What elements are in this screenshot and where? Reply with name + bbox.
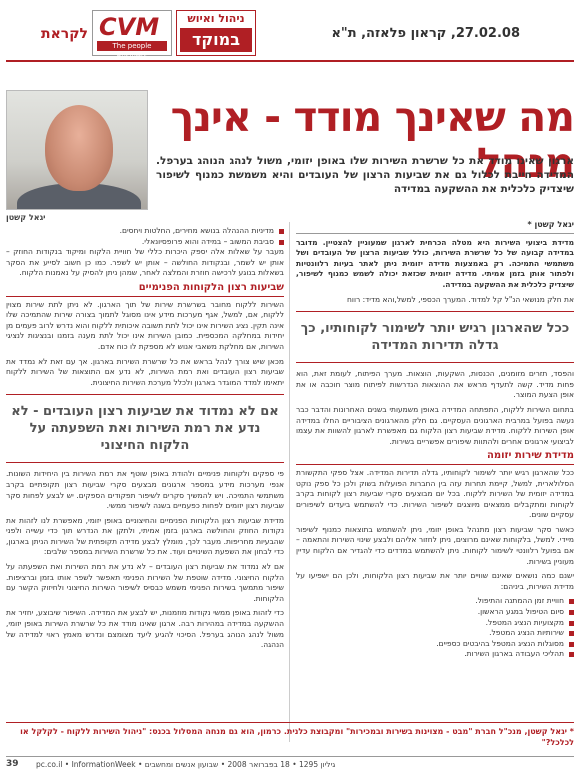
page-footer [6, 756, 574, 770]
paragraph: כאשר סקר שביעות רצון מתנהל באופן יזומי, ניתן להשתמש בתוצאות כמנוף לשיפור מיידי. למשל, בלקוחות שאינם מרוצים, ניתן לחזור אליהם ולבצע שינוי השירות והתאמה – אם בפועל רלוונטי לשימור לקוחות. ניתן להשתמש במדדים כדי להגדיר אם הלקוח עדיין מעוניין בשירות. [296, 524, 574, 566]
paragraph: כדי לזהות באופן ממשי נקודות מוזמנות, יש לבצע את המדידה. השיפור שיבוצע, יחזיר את ההשקעה במדידה במהירות רבה. ארגון שאינו מודד את כל שרשרת השירות באופן יזומי, משול לנהג הנוהג בערפל. הסיכוי להגיע ליעד מצומצם ונדרש מאמץ ראוי למדידה של הנהגה. [6, 608, 284, 650]
article-headline: מה שאינך מודד - אינך מנהל [170, 93, 574, 187]
photo-caption: יגאל קשטן [6, 213, 46, 222]
focus-logo-bottom: במוקד [180, 28, 252, 52]
event-date-place: 27.02.08, קראון פלאזה, ת"א [331, 26, 520, 41]
list-item: סיום הטיפול במגע הראשון. [296, 607, 574, 618]
intro-tail: את חלק מנושאי הנ"ל קל למדוד. המערך הכספי, למשל,והא מדיד: רווח [347, 294, 574, 304]
list-item: מדיניות ההנהלה בנושא מחירים, החלטות ויחסים. [6, 226, 284, 237]
paragraph: אם לא נמדוד את שביעות רצון העובדים – לא נדע את רמת השירות ואת השפעתה על הלקוח החיצוני. מדידה שוטפת של השירות הפנימי תאפשר לשפר אותו בזמן וברציפות. שיפור מתמשך בשירות הפנימי משמש כבסיס לשיפור השירות החיצוני ולחיזוק הקשר עם הלקוחות. [6, 562, 284, 603]
list-item: שירותיות הנציג המטפל. [296, 628, 574, 639]
paragraph: בתחום השירות ללקוח, התפתחה המדידה באופן משמעותי בשנים האחרונות והדבר כבר נעשה בפועל במרבית הארגונים העסקיים. גם חלק מהארגונים הציבוריים החלו במדידה אופן השירות ללקוח. מדידת שביעות רצון הלקוח גם מאפשרת לארגון להשוות את עצמו לביצועי ארגונים אחרים ולהתוות שיפורים אפשריים בשירות. [296, 404, 574, 446]
paragraph: והפסד, תזרים מזומנים, הכנסות, השקעות, הוצאות. מערך הפיתוח, לעומת זאת, הוא פחות מדיד. קשה לתעדף מראש את ההוצאות הנדרשות לפיתוח מוצר חוכבה או את אופן הצעת המוצר. [296, 369, 574, 400]
article-column-left [6, 226, 284, 655]
focus-logo [176, 10, 256, 56]
paragraph: ישנם כמה נושאים שאינם שוויים יותר את שביעות רצון הלקוחות, ולכן הם ישפיעו על מדידת השירות, ביניהם: [296, 571, 574, 591]
page-number: 39 [6, 759, 19, 769]
cvm-logo-tagline: The people Business [97, 41, 167, 51]
pull-quote-1: ככל שהארגון רגיש יותר לשימור לקוחותיו, כך גדלה תדירות המדידה [296, 311, 574, 363]
header-divider [6, 60, 574, 62]
column-divider [289, 222, 290, 742]
paragraph: פי ספקים ולקוחות פנימיים ולהודת באופן שוטף את רמת השירות בין היחידות השונות. אנפי מערכות מידע במספר ארגונים מבצעים סקרי שביעות רצון תקופתיים בקרב משתמשי התמיכה. ויש להמשיך סקרים לשיפור תפקודים הספקים. יש לבצע לפחות סקר שביעות רצון יזומים לפחות כפעמיים בשנה לשיפור ממשי. [6, 469, 284, 511]
author-photo [6, 90, 148, 210]
photo-head [45, 105, 113, 191]
paragraph: מעבר על שאלות אלה יספק היכרות כללי של חוויית הלקוח ומיקוד בנקודות החוזק – אותן יש לשמר, ובנקודות החולשה – אותן יש לשפר. כמו כן חשוב לסייע את הסקר בשאלות בנוגע לרכישה חוזרת והמלצה לאחר, שמהן ניתן להסיק על נאמנות הלקוח. [6, 247, 284, 278]
list-item: חוויית זמן ההמתנה והתיפול. [296, 596, 574, 607]
paragraph: ככל שהארגון רגיש יותר לשימור לקוחותיו, גדלה תדירות המדידה. אצל ספקי התקשורת הסלולארית, למשל, קיימת תחרות עזה בין החברות הפועלות בשוק ולכן כל ספק נוקט במדידה יזומית של השירות ללקוח. בכל יום מבוצעים סקרי שביעות רצון לקוחות בקרב לקוחות ומתקבלים ממצאים מיוצגים לשיפור השירות. כדי להשתמש ביעדים לשיפורים עסקיים שונים. [296, 467, 574, 520]
cvm-logo [92, 10, 172, 60]
list-item: מסוגלות הנציג המטפל בהיבטים כספיים. [296, 639, 574, 650]
author-byline: יגאל קשטן * [296, 220, 574, 234]
footer-text: pc.co.il • InformationWeek • גיליון 1295 • 18 בפברואר 2008 • שבועון אנשים ומחשבים [36, 760, 336, 769]
article-subhead: ארגון שאינו מודד את כל שרשרת השירות שלו באופן יזומי, משול לנהג הנוהג בערפל. המדידה חייבת לכלול גם את שביעות הרצון של העובדים והיא משמשת כמנוף לשיפור שיצדיק כלכלית את ההשקעה במדידה [156, 155, 574, 195]
focus-logo-top: ניהול ואיוש [187, 12, 245, 25]
list-item: תהליכי העבודה בארגון השירות. [296, 649, 574, 660]
list-item: מקצועיות הנציג המטפל. [296, 618, 574, 629]
section-heading-proactive: מדידת שירות יזומה [296, 451, 574, 465]
paragraph: מדידת שביעות רצון הלקוחות הפנימיים והחיצוניים באופן יזומי, מאפשרת לנו לזהות את נקודות החוזק והחולשה בארגון בזמן אמיתי, ולתקן את הנדרש תוך כדי עשייה ולפני שהבעיות מחריפות. מעבר לכך, מומלץ לבצע מדידה תקופתית של השירות הניתן בארגון, כדי לבחון את השפעת השינויים ועוד. את כל שרשרת השירות במספר שלבים: [6, 515, 284, 557]
cvm-logo-text: CVM [99, 13, 160, 41]
article-column-right [296, 220, 574, 660]
pull-quote-2: אם לא נמדוד את שביעות רצון העובדים - לא נדע את רמת השירות ואת השפעתה על הלקוח החיצוני [6, 394, 284, 463]
section-heading-internal: שביעות רצון הלקוחות הפנימיים [6, 283, 284, 297]
paragraph: מכאן שיש צורך לנהל בראש את כל שרשרת השירות בארגון. אך עם זאת לא נמדד את שביעות רצון העובדים ואת רמת השירות, לא נדע אם התוצאות של השירות ללקוח יתאימו למדד המוגדר בארגון ולכלל מערכת השירות החיצונית. [6, 356, 284, 387]
article-intro: מדידת ביצועי השירות היא מטלה הכרחית לארגון שמעוניין להצטיין. מדובר במדידה קבועה של כל שרשרת השירות, כולל שביעות הרצון של העובדים ושל משתמשי התמיכה. רק באמצעות מדידה יזומית ניתן לאתר בעיות רלוונטיות ולפתור אותן בזמן אמיתי. מדידה יזומית שכזאת יכולה לשמש כמנוף לשיפור, שיצדיק כלכלית את ההשקעה במדידה. [296, 237, 574, 289]
header-prefix: לקראת [41, 26, 88, 42]
list-item: סביבת המשוב – במידה והוא פרופסיונאלי. [6, 237, 284, 248]
paragraph: השירות ללקוח מחובר בשרשרת שירות של תוך הארגון. לא ניתן לתת שירות מצוין ללקוח, אם, למשל, אגף מערכות מידע אינו מסוגל לתמוך בצורה שירות שהתמיכה שלו אינה תקין. נציג השירות אינו יכול לתת תשובה איכותית ללקוח והוא נדרש לרוב פעמים מן יחידות במחלקה המכספית. כמובן השירות אינו יכול לתת מענה בזמנו ובנציגות לנציגי השירות, אם מחלקת משאבי אנוש לא מספקת לו כוח אדם. [6, 299, 284, 351]
author-credit: * יגאל קשטן, מנכ"ל חברת "מבט - מצוינות בשירות ובמכירות" ומקבוצת כלנית. כרמון, הוא גם מנחה המסלול בכנס: "ניהול השירות ללקוח - לקלקל או לכלכל?" [6, 722, 574, 748]
